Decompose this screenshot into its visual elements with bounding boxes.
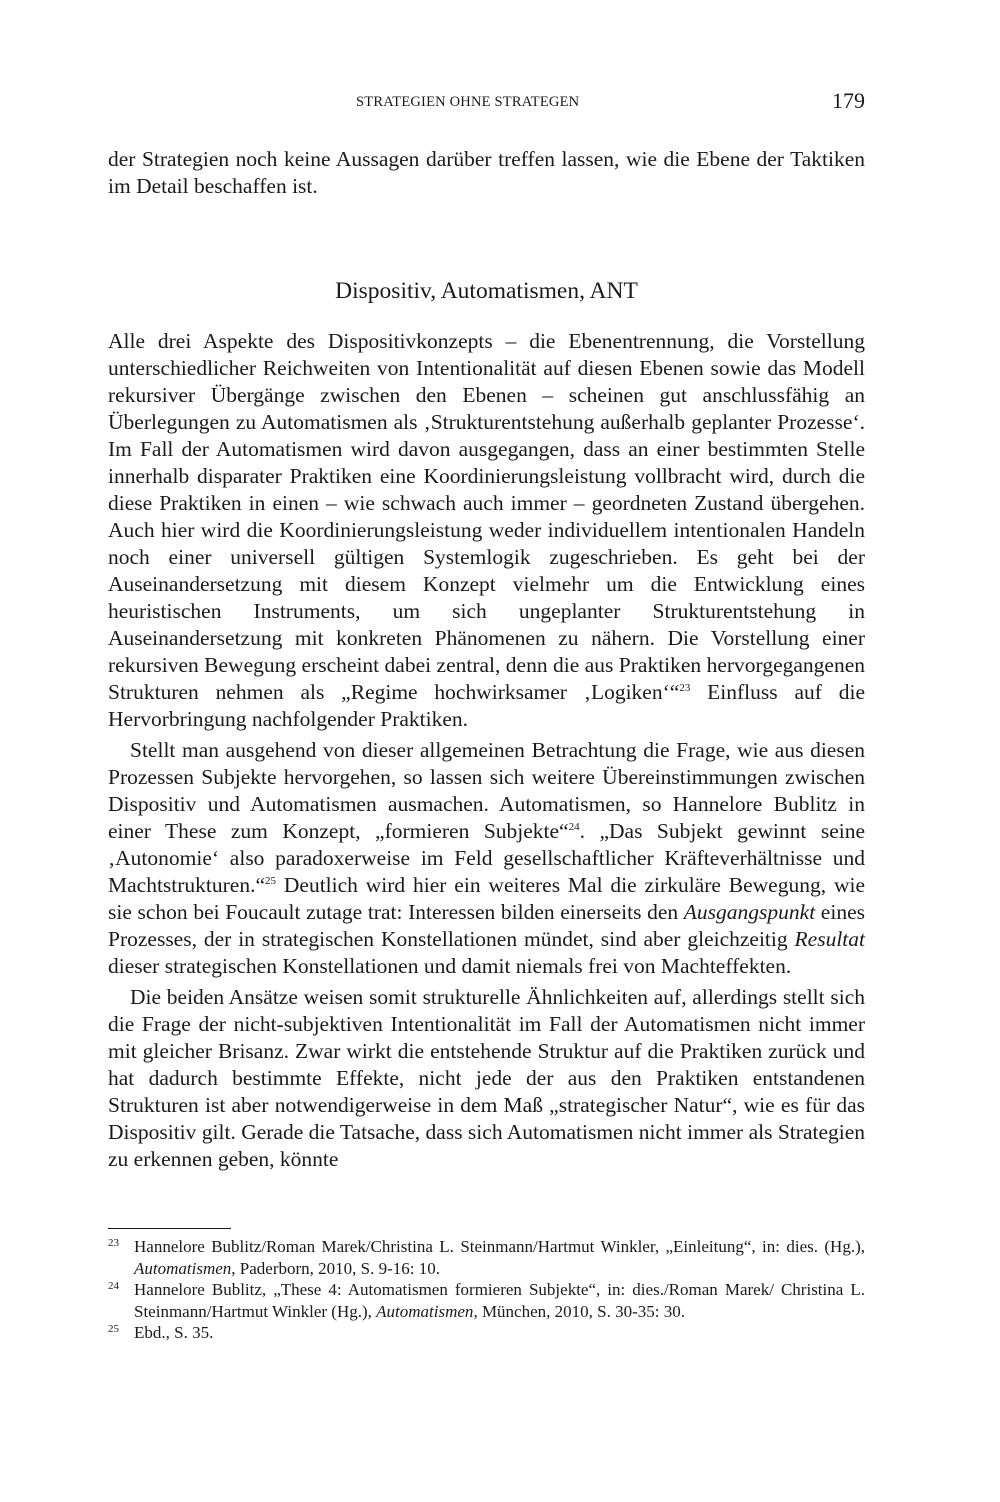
footnote-25 <box>108 1322 865 1344</box>
paragraph-2-text-a: Stellt man ausgehend von dieser allgemeinen Betrachtung die Frage, wie aus diesen Prozessen Subjekte hervorgehen, so lassen sich weitere Übereinstimmungen zwischen Dispositiv und Automatismen ausmachen. Automatismen, so Hannelore Bublitz in einer These zum Konzept, „formieren Subjekte“ <box>108 738 865 843</box>
paragraph-2-text-b: . „Das Subjekt gewinnt seine ‚Autonomie‘ also paradoxerweise im Feld gesellschaftlicher Kräfteverhältnisse und Machtstrukturen.“ <box>108 819 865 897</box>
page-number: 179 <box>832 88 865 113</box>
footnote-text: , Paderborn, 2010, S. 9-16: 10. <box>231 1258 440 1278</box>
footnote-ref-25[interactable]: 25 <box>265 874 277 887</box>
body-text <box>108 146 865 1173</box>
footnote-number: 24 <box>108 1280 119 1292</box>
footnote-divider <box>108 1228 231 1229</box>
paragraph-2-text-e: dieser strategischen Konstellationen und damit niemals frei von Machteffekten. <box>108 954 792 978</box>
footnote-title: Automatismen <box>134 1258 232 1278</box>
footnote-number: 25 <box>108 1323 119 1335</box>
footnote-text: Ebd., S. 35. <box>134 1323 214 1342</box>
footnote-text: Hannelore Bublitz/Roman Marek/Christina L. Steinmann/Hartmut Winkler, „Einleitung“, in: dies. (Hg.), <box>134 1237 865 1256</box>
footnote-ref-24[interactable]: 24 <box>568 820 580 833</box>
paragraph-1-text-b: Einfluss auf die Hervorbringung nachfolgender Praktiken. <box>108 680 865 731</box>
running-title: STRATEGIEN OHNE STRATEGEN <box>356 94 580 110</box>
footnote-number: 23 <box>108 1237 119 1249</box>
emphasis-ausgangspunkt: Ausgangspunkt <box>683 900 816 924</box>
section-heading: Dispositiv, Automatismen, ANT <box>335 278 638 304</box>
paragraph-2-text-c: Deutlich wird hier ein weiteres Mal die zirkuläre Bewegung, wie sie schon bei Foucault zutage trat: Interessen bilden einerseits den <box>108 873 865 924</box>
paragraph-2 <box>108 737 865 980</box>
paragraph-3: Die beiden Ansätze weisen somit strukturelle Ähnlichkeiten auf, allerdings stellt sich die Frage der nicht-subjektiven Intentionalität im Fall der Automatismen nicht immer mit gleicher Brisanz. Zwar wirkt die entstehende Struktur auf die Praktiken zurück und hat dadurch bestimmte Effekte, nicht jede der aus den Praktiken entstandenen Strukturen ist aber notwendigerweise in dem Maß „strategischer Natur“, wie es für das Dispositiv gilt. Gerade die Tatsache, dass sich Automatismen nicht immer als Strategien zu erkennen geben, könnte <box>108 985 866 1171</box>
footnotes <box>108 1236 865 1344</box>
footnote-24 <box>108 1279 865 1322</box>
paragraph-2-text-d: eines Prozesses, der in strategischen Konstellationen mündet, sind aber gleichzeitig <box>108 900 865 951</box>
emphasis-resultat: Resultat <box>794 927 865 951</box>
page-header <box>108 88 865 118</box>
paragraph-1 <box>108 328 865 733</box>
paragraph-1-text-a: Alle drei Aspekte des Dispositivkonzepts – die Ebenentrennung, die Vorstellung unterschiedlicher Reichweiten von Intentionalität auf diesen Ebenen sowie das Modell rekursiver Übergänge zwischen den Ebenen – scheinen gut anschlussfähig an Überlegungen zu Automatismen als ‚Strukturentstehung außerhalb geplanter Prozesse‘. Im Fall der Automatismen wird davon ausgegangen, dass an einer bestimmten Stelle innerhalb disparater Praktiken eine Koordinierungsleistung vollbracht wird, durch die diese Praktiken in einen – wie schwach auch immer – geordneten Zustand übergehen. Auch hier wird die Koordinierungsleistung weder individuellem intentionalen Handeln noch einer universell gültigen Systemlogik zugeschrieben. Es geht bei der Auseinandersetzung mit diesem Konzept vielmehr um die Entwicklung eines heuristischen Instruments, um sich ungeplanter Strukturentstehung in Auseinandersetzung mit konkreten Phänomenen zu nähern. Die Vorstellung einer rekursiven Bewegung erscheint dabei zentral, denn die aus Praktiken hervorgegangenen Strukturen nehmen als „Regime hochwirksamer ‚Logiken‘“ <box>108 329 865 704</box>
footnote-title: Automatismen <box>376 1301 474 1321</box>
footnote-ref-23[interactable]: 23 <box>679 681 691 694</box>
intro-paragraph: der Strategien noch keine Aussagen darüber treffen lassen, wie die Ebene der Taktiken im Detail beschaffen ist. <box>108 147 865 198</box>
footnote-text: Hannelore Bublitz, „These 4: Automatismen formieren Subjekte“, in: dies./Roman Marek/ Christina L. Steinmann/Hartmut Winkler (Hg.), <box>134 1280 865 1321</box>
footnote-23 <box>108 1236 865 1279</box>
footnote-text: , München, 2010, S. 30-35: 30. <box>473 1301 685 1321</box>
